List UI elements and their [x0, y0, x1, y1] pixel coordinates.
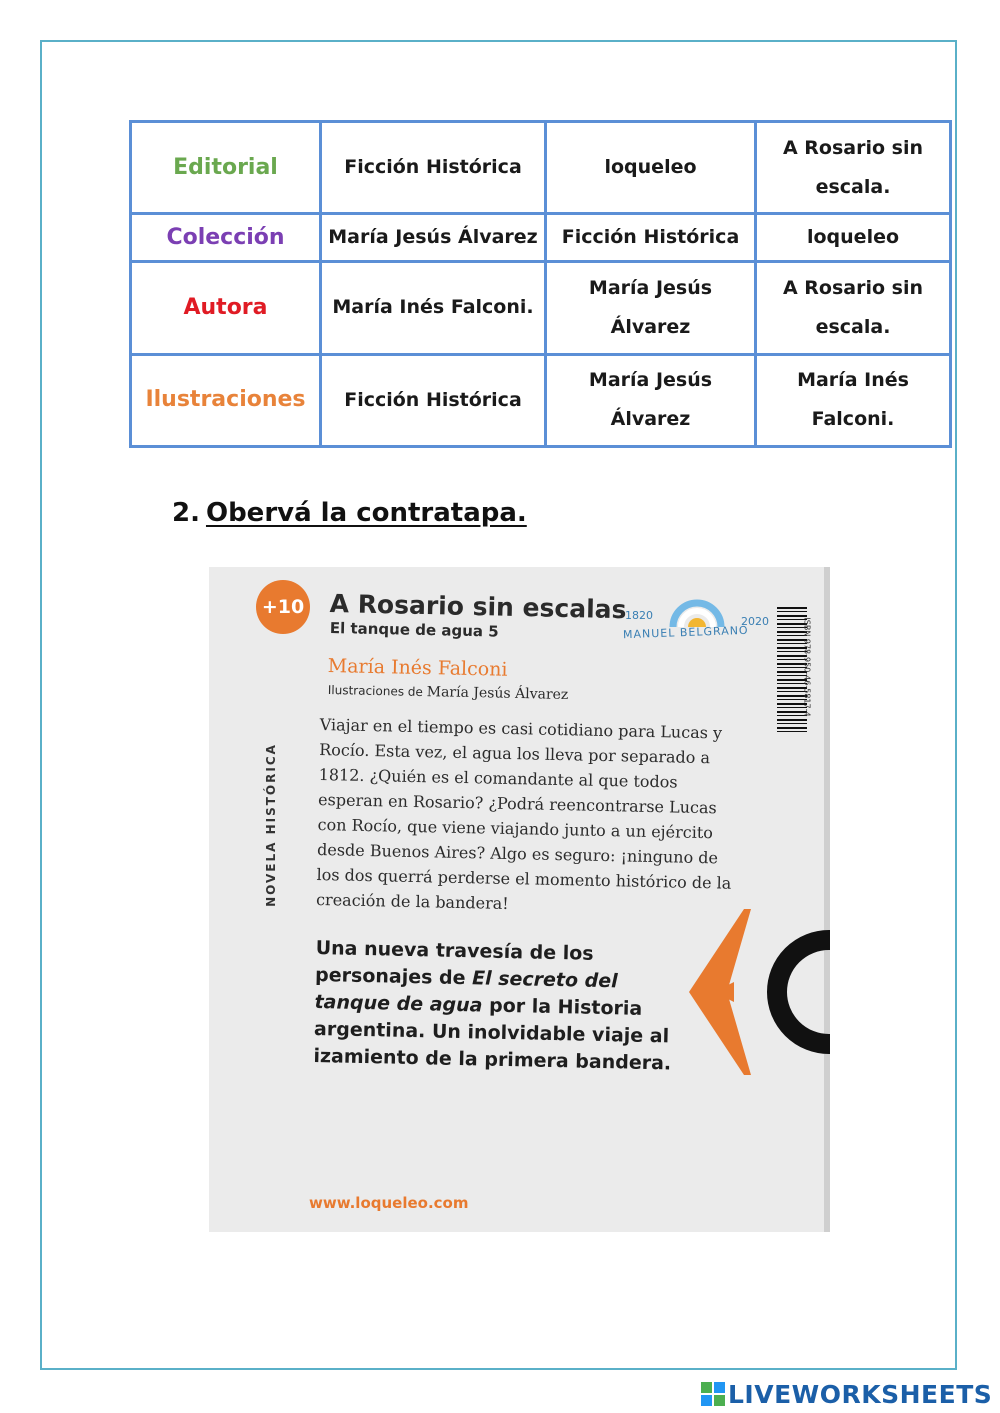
matching-table — [129, 120, 952, 448]
row-label: Colección — [131, 214, 321, 262]
row-label: Editorial — [131, 122, 321, 214]
illustrator-prefix: Ilustraciones de — [327, 682, 424, 699]
option-cell[interactable]: A Rosario sin escala. — [756, 122, 951, 214]
emblem-name: MANUEL BELGRANO — [622, 623, 749, 642]
question-number: 2. — [172, 498, 200, 528]
option-cell[interactable]: María Jesús Álvarez — [546, 354, 756, 446]
book-back-cover — [209, 567, 830, 1232]
option-cell[interactable]: María Jesús Álvarez — [321, 214, 546, 262]
option-cell[interactable]: loqueleo — [756, 214, 951, 262]
age-badge: +10 — [256, 580, 310, 634]
illustrator-name: María Jesús Álvarez — [426, 684, 569, 704]
belgrano-emblem — [621, 583, 771, 643]
question-heading — [172, 498, 527, 528]
tagline-part2: por la Historia argentina. Un inolvidable viaje al izamiento de la primera bandera. — [313, 994, 672, 1075]
option-cell[interactable]: loqueleo — [546, 122, 756, 214]
table-row — [131, 354, 951, 446]
barcode-digits: ISBN 978-950-46-5817-4 — [802, 617, 812, 717]
book-illustrator — [328, 682, 569, 703]
series-label: NOVELA HISTÓRICA — [264, 743, 278, 907]
publisher-website: www.loqueleo.com — [309, 1194, 469, 1212]
option-cell[interactable]: Ficción Histórica — [321, 122, 546, 214]
option-cell[interactable]: María Jesús Álvarez — [546, 262, 756, 354]
table-row — [131, 122, 951, 214]
tagline-italic: El secreto del tanque de agua — [314, 967, 618, 1017]
option-cell[interactable]: María Inés Falconi. — [756, 354, 951, 446]
table-row — [131, 214, 951, 262]
loqueleo-brand-mark-icon — [679, 897, 830, 1087]
book-title: A Rosario sin escalas — [329, 589, 627, 625]
book-synopsis: Viajar en el tiempo es casi cotidiano para Lucas y Rocío. Esta vez, el agua los lleva por separado a 1812. ¿Quién es el comandante al que todos esperan en Rosario? ¿Podrá reencontrarse Lucas con Rocío, que viene viajando junto a un ejército desde Buenos Aires? Algo es seguro: ¡ninguno de los dos querrá perderse el momento histórico de la creación de la bandera! — [315, 714, 732, 913]
option-cell[interactable]: Ficción Histórica — [546, 214, 756, 262]
row-label: Autora — [131, 262, 321, 354]
liveworksheets-logo-icon — [700, 1381, 726, 1407]
option-cell[interactable]: A Rosario sin escala. — [756, 262, 951, 354]
question-text: Obervá la contratapa. — [205, 498, 527, 528]
option-cell[interactable]: Ficción Histórica — [321, 354, 546, 446]
book-tagline — [313, 935, 676, 1078]
emblem-year-end: 2020 — [741, 615, 769, 628]
tagline-part1: Una nueva travesía de los personajes de — [314, 936, 594, 990]
option-cell[interactable]: María Inés Falconi. — [321, 262, 546, 354]
emblem-year-start: 1820 — [625, 609, 653, 622]
table-row — [131, 262, 951, 354]
book-subtitle: El tanque de agua 5 — [329, 619, 499, 641]
row-label: Ilustraciones — [131, 354, 321, 446]
liveworksheets-brand: LIVEWORKSHEETS — [728, 1379, 993, 1409]
liveworksheets-logo — [700, 1378, 992, 1410]
book-author: María Inés Falconi — [327, 655, 508, 681]
